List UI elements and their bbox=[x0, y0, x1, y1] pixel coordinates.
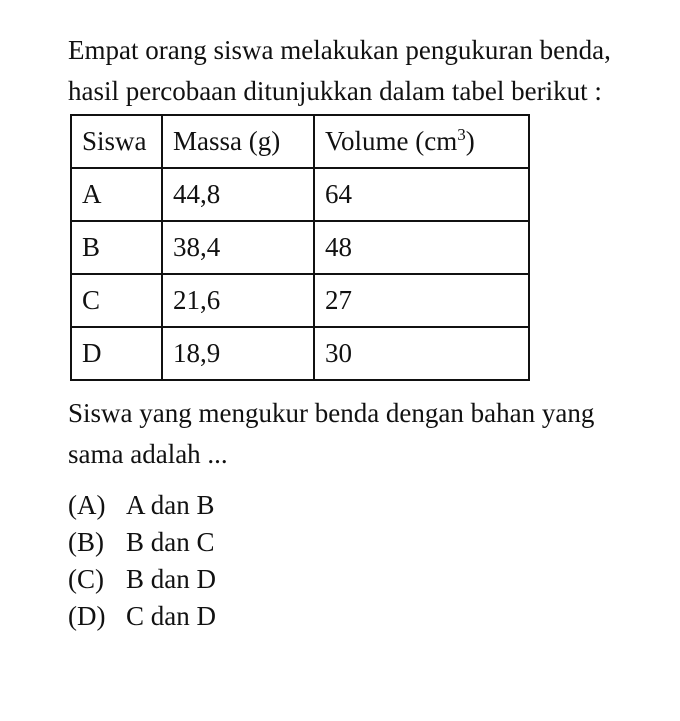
option-letter: (B) bbox=[68, 527, 104, 557]
cell-massa: 44,8 bbox=[162, 168, 314, 221]
option-letter: (C) bbox=[68, 564, 104, 594]
header-volume bbox=[314, 115, 529, 168]
option-b[interactable] bbox=[68, 524, 648, 561]
cell-siswa: C bbox=[71, 274, 162, 327]
header-siswa: Siswa bbox=[71, 115, 162, 168]
cell-massa: 21,6 bbox=[162, 274, 314, 327]
option-c[interactable] bbox=[68, 561, 648, 598]
header-volume-suffix: ) bbox=[465, 126, 475, 156]
cell-massa: 38,4 bbox=[162, 221, 314, 274]
table-row bbox=[71, 274, 529, 327]
cell-volume: 48 bbox=[314, 221, 529, 274]
table-row bbox=[71, 168, 529, 221]
cell-siswa: A bbox=[71, 168, 162, 221]
header-volume-superscript: 3 bbox=[457, 125, 466, 144]
cell-siswa: D bbox=[71, 327, 162, 380]
cell-volume: 27 bbox=[314, 274, 529, 327]
option-d[interactable] bbox=[68, 598, 648, 635]
answer-options bbox=[68, 487, 648, 635]
question-prompt: Siswa yang mengukur benda dengan bahan yang sama adalah ... bbox=[68, 398, 595, 469]
option-text: B dan C bbox=[126, 527, 215, 557]
cell-volume: 64 bbox=[314, 168, 529, 221]
question-card bbox=[68, 30, 648, 635]
cell-massa: 18,9 bbox=[162, 327, 314, 380]
table-header-row bbox=[71, 115, 529, 168]
option-a[interactable] bbox=[68, 487, 648, 524]
question-intro: Empat orang siswa melakukan pengukuran benda, hasil percobaan ditunjukkan dalam tabel berikut : bbox=[68, 35, 611, 106]
option-text: B dan D bbox=[126, 564, 216, 594]
option-letter: (A) bbox=[68, 490, 106, 520]
option-text: C dan D bbox=[126, 601, 216, 631]
cell-siswa: B bbox=[71, 221, 162, 274]
cell-volume: 30 bbox=[314, 327, 529, 380]
table-row bbox=[71, 327, 529, 380]
option-text: A dan B bbox=[126, 490, 215, 520]
table-row bbox=[71, 221, 529, 274]
measurement-table bbox=[70, 114, 530, 381]
header-massa: Massa (g) bbox=[162, 115, 314, 168]
option-letter: (D) bbox=[68, 601, 106, 631]
header-volume-prefix: Volume (cm bbox=[325, 126, 458, 156]
